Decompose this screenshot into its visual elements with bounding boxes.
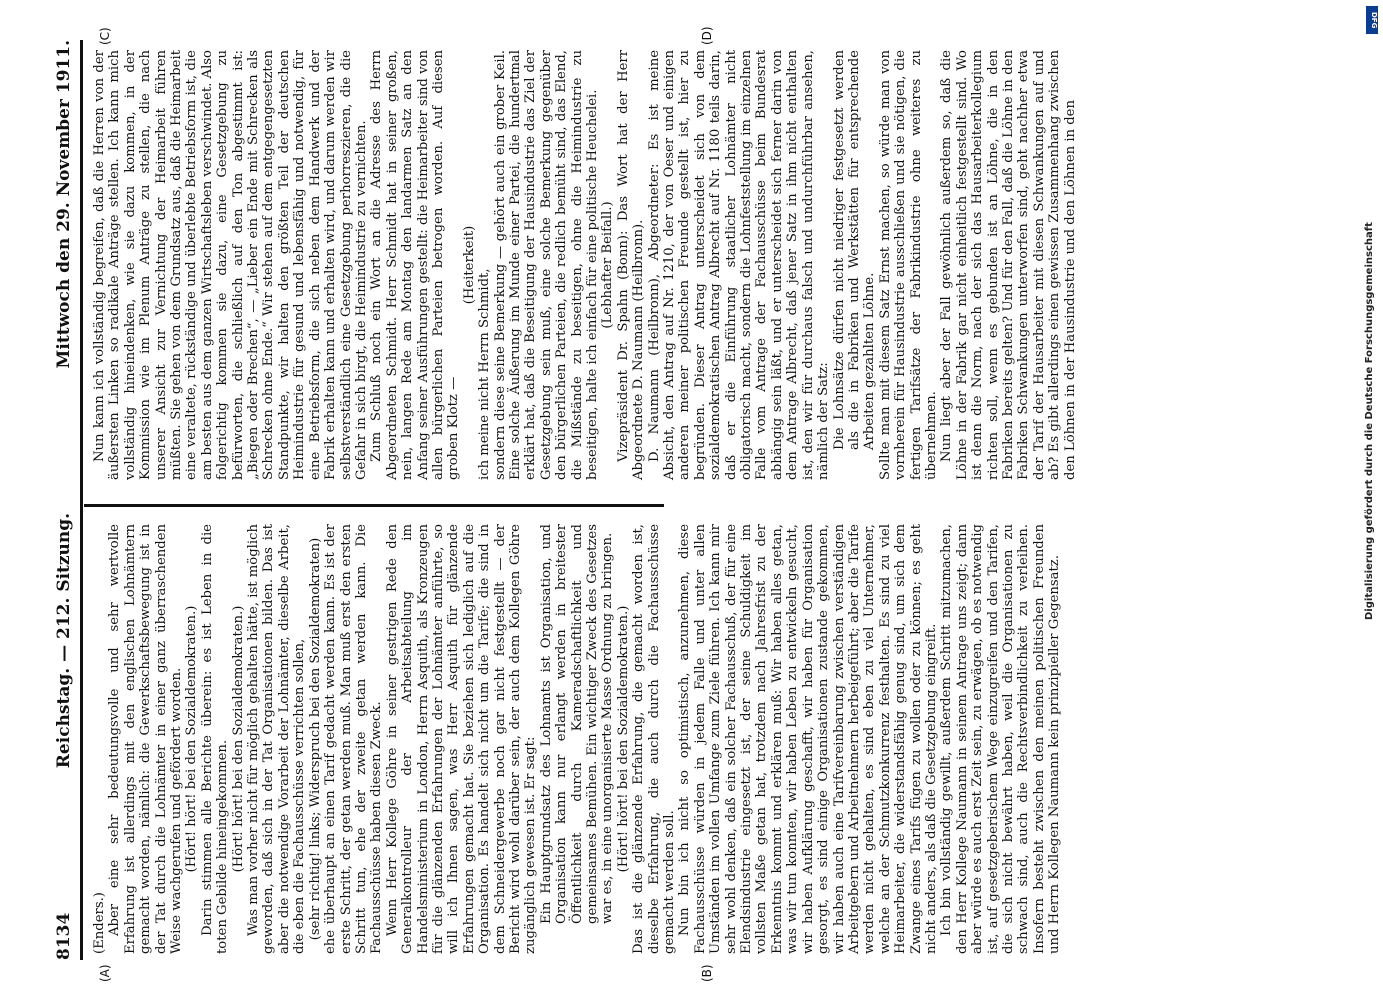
paragraph: Vizepräsident Dr. Spahn (Bonn): Das Wort hat der Herr Abgeordnete D. Naumann (Heilbronn). bbox=[615, 50, 647, 480]
paragraph: Ich bin vollständig gewillt, außerdem Schritt mitzumachen, den Herr Kollege Naumann in seinem Antrage uns zeigt; dann aber würde es auch erst Zeit sein, zu erwägen, ob es notwendig ist, auf gesetzgeberischem Wege einzugreifen und den Tarifen, die sich nicht bewährt haben, weil die Organisationen zu schwach sind, auch die Rechtsverbindlichkeit zu verleihen. Insofern besteht zwischen den meinen politischen Freunden und Herrn Kollegen Naumann kein prinzipieller Gegensatz. bbox=[939, 524, 1063, 954]
marker-c: (C) bbox=[98, 27, 112, 45]
marker-a: (A) bbox=[98, 964, 112, 982]
digitization-note-text: Digitalisierung gefördert durch die Deutsche Forschungsgemeinschaft bbox=[1364, 222, 1375, 620]
header-title: Reichstag. — 212. Sitzung. bbox=[54, 512, 74, 769]
paragraph: ich meine nicht Herrn Schmidt, bbox=[477, 268, 493, 480]
paragraph: ehe überhaupt an einen Tarif gedacht werden kann. Es ist der erste Schritt, der getan werden muß. Man muß erst den ersten Schritt tun, ehe der zweite getan werden kann. Die Fachausschüsse haben diesen Zweck. bbox=[323, 524, 385, 954]
interjection: (Lebhafter Beifall.) bbox=[600, 201, 616, 329]
paragraph: Was man vorher nicht für möglich gehalten hätte, ist möglich geworden, daß sich in der Tat Organisationen bilden. Das ist aber die notwendige Vorarbeit der Lohnämter, dieselbe Arbeit, die eben die Fachausschüsse verrichten sollen, bbox=[246, 524, 308, 954]
header-rule bbox=[80, 40, 83, 960]
page-number: 8134 bbox=[54, 912, 74, 960]
left-column bbox=[92, 524, 1063, 954]
right-column bbox=[92, 50, 1078, 480]
interjection: (sehr richtig! links; Widerspruch bei den Sozialdemokraten) bbox=[307, 537, 323, 941]
page-header bbox=[52, 40, 76, 960]
paragraph: Aber eine sehr bedeutungsvolle und sehr wertvolle Erfahrung ist allerdings mit den englischen Lohnämtern gemacht worden, nämlich: die Gewerkschaftsbewegung ist in der Tat durch die Lohnämter in einer ganz überraschenden Weise wachgerufen und gefördert worden. bbox=[107, 524, 185, 954]
digitization-note bbox=[1364, 20, 1380, 980]
interjection: (Hört! hört! bei den Sozialdemokraten.) bbox=[230, 605, 246, 873]
paragraph: Nun liegt aber der Fall gewöhnlich außerdem so, daß die Löhne in der Fabrik gar nicht einheitlich festgestellt sind. Wo ist denn die Norm, nach der sich das Hausarbeiterkollegium richten soll, wenn es gebunden ist an Löhne, die in den Fabriken bereits gelten? Und für den Fall, daß die Löhne in den Fabriken Schwankungen unterworfen sind, geht nachher etwa der Tarif der Hausarbeiter mit diesen Schwankungen auf und ab? Es gibt allerdings einen gewissen Zusammenhang zwischen den Löhnen in der Hausindustrie und den Löhnen in den bbox=[939, 50, 1078, 480]
interjection: (Hört! hört! bei den Sozialdemokraten.) bbox=[615, 605, 631, 873]
interjection: (Heiterkeit) bbox=[461, 225, 477, 305]
block-quote: Ein Hauptgrundsatz des Lohnamts ist Organisation, und Organisation kann nur erlangt werden in breitester Öffentlichkeit durch Kameradschaftlichkeit und gemeinsames Bemühen. Ein wichtiger Zweck des Gesetzes war es, in eine unorganisierte Masse Ordnung zu bringen. bbox=[538, 524, 616, 924]
header-date: Mittwoch den 29. November 1911. bbox=[54, 40, 74, 369]
speaker-tag: (Enders.) bbox=[92, 892, 107, 954]
paragraph: Das ist die glänzende Erfahrung, die gemacht worden ist, dieselbe Erfahrung, die auch durch die Fachausschüsse gemacht werden soll. bbox=[631, 524, 678, 954]
marker-d: (D) bbox=[700, 26, 714, 45]
paragraph: sondern diese seine Bemerkung — gehört auch ein grober Keil. Eine solche Äußerung im Munde einer Partei, die hundertmal erklärt hat, daß die Beseitigung der Hausindustrie das Ziel der Gesetzgebung sein muß, eine solche Bemerkung gegenüber den bürgerlichen Parteien, die redlich bemüht sind, das Elend, die Mißstände zu beseitigen, ohne die Heimindustrie zu beseitigen, halte ich einfach für eine politische Heuchelei. bbox=[492, 50, 600, 480]
paragraph: Nun kann ich vollständig begreifen, daß die Herren von der äußersten Linken so radikale Anträge stellen. Ich kann mich vollständig hineindenken, wie sie dazu kommen, in der Kommission wie im Plenum Anträge zu stellen, die nach unserer Ansicht zur Vernichtung der Heimarbeit führen müßten. Sie gehen von dem Grundsatz aus, daß die Heimarbeit eine veraltete, rückständige und überlebte Betriebsform ist, die am besten aus dem ganzen Wirtschaftsleben verschwindet. Also folgerichtig kommen sie dazu, eine Gesetzgebung zu befürworten, die schließlich auf den Ton abgestimmt ist: „Biegen oder Brechen“, — „Lieber ein Ende mit Schrecken als Schrecken ohne Ende.“ Wir stehen auf dem entgegengesetzten Standpunkte, wir halten den größten Teil der deutschen Heimindustrie für gesund und lebensfähig und notwendig, für eine Betriebsform, die sich neben dem Handwerk und der Fabrik erhalten kann und erhalten wird, und darum werden wir selbstverständlich eine Gesetzgebung perhorreszieren, die die Gefahr in sich birgt, die Heimindustrie zu vernichten. bbox=[92, 50, 369, 480]
paragraph: Sollte man mit diesem Satz Ernst machen, so würde man von vornherein für Hausindustrie ausschließen und sie nötigen, die fertigen Tarifsätze der Fabrikindustrie ohne weiteres zu übernehmen. bbox=[877, 50, 939, 480]
paragraph: D. Naumann (Heilbronn), Abgeordneter: Es ist meine Absicht, den Antrag auf Nr. 1210, der von Oeser und einigen anderen meiner politischen Freunde gestellt ist, hier zu begründen. Dieser Antrag unterscheidet sich von dem sozialdemokratischen Antrag Albrecht auf Nr. 1180 teils darin, daß er die Einführung staatlicher Lohnämter nicht obligatorisch macht, sondern die Lohnfeststellung im einzelnen Falle vom Antrage der Fachausschüsse beim Bundesrat abhängig sein läßt, und er unterscheidet sich ferner darin von dem Antrage Albrecht, daß jener Satz in ihm nicht enthalten ist, den wir für durchaus falsch und undurchführbar ansehen, nämlich der Satz: bbox=[646, 50, 832, 480]
paragraph: Wenn Herr Kollege Göhre in seiner gestrigen Rede den Generalkontrolleur der Arbeitsabteilung im Handelsministerium in London, Herrn Asquith, als Kronzeugen für die glänzenden Erfahrungen der Lohnämter anführte, so will ich Ihnen sagen, was Herr Asquith für glänzende Erfahrungen gemacht hat. Sie beziehen sich lediglich auf die Organisation. Es handelt sich nicht um die Tarife; die sind in dem Schneidergewerbe noch gar nicht festgestellt — der Bericht wird wohl darüber sein, der auch dem Kollegen Göhre zugänglich gewesen ist. Er sagt: bbox=[384, 524, 539, 954]
paragraph: Zum Schluß noch ein Wort an die Adresse des Herrn Abgeordneten Schmidt. Herr Schmidt hat in seiner großen, nein, langen Rede am Montag den landarmen Satz an den Anfang seiner Ausführungen gestellt: die Heimarbeiter sind von allen bürgerlichen Parteien betrogen worden. Auf diesen groben Klotz — bbox=[369, 50, 462, 480]
block-quote: Die Lohnsätze dürfen nicht niedriger festgesetzt werden als die in Fabriken und Werkstätten für entsprechende Arbeiten gezahlten Löhne. bbox=[831, 50, 878, 450]
column-divider bbox=[84, 504, 664, 507]
paragraph: Darin stimmen alle Berichte überein: es ist Leben in die toten Gebilde hineingekommen. bbox=[199, 524, 231, 954]
paragraph: Nun bin ich nicht so optimistisch, anzunehmen, diese Fachausschüsse würden in jedem Falle und unter allen Umständen im vollen Umfange zum Ziele führen. Ich kann mir sehr wohl denken, daß ein solcher Fachausschuß, der für eine Elendsindustrie eingesetzt ist, der seine Schuldigkeit im vollsten Maße getan hat, trotzdem nach Jahresfrist zu der Erkenntnis kommt und erklären muß: Wir haben alles getan, was wir tun konnten, wir haben Leben zu entwickeln gesucht, wir haben Aufklärung geschafft, wir haben für Organisation gesorgt, es sind einige Organisationen zustande gekommen, wir haben auch eine Tarifvereinbarung zwischen verständigen Arbeitgebern und Arbeitnehmern herbeigeführt; aber die Tarife werden nicht gehalten, es sind eben zu viel Unternehmer, welche an der Schmutzkonkurrenz festhalten. Es sind zu viel Heimarbeiter, die widerstandsfähig genug sind, um sich dem Zwange eines Tarifs fügen zu wollen oder zu können; es geht nicht anders, als daß die Gesetzgebung eingreift. bbox=[677, 524, 939, 954]
dfg-logo: DFG bbox=[1366, 6, 1378, 34]
interjection: (Hört! hört! bei den Sozialdemokraten.) bbox=[184, 605, 200, 873]
marker-b: (B) bbox=[700, 964, 714, 982]
